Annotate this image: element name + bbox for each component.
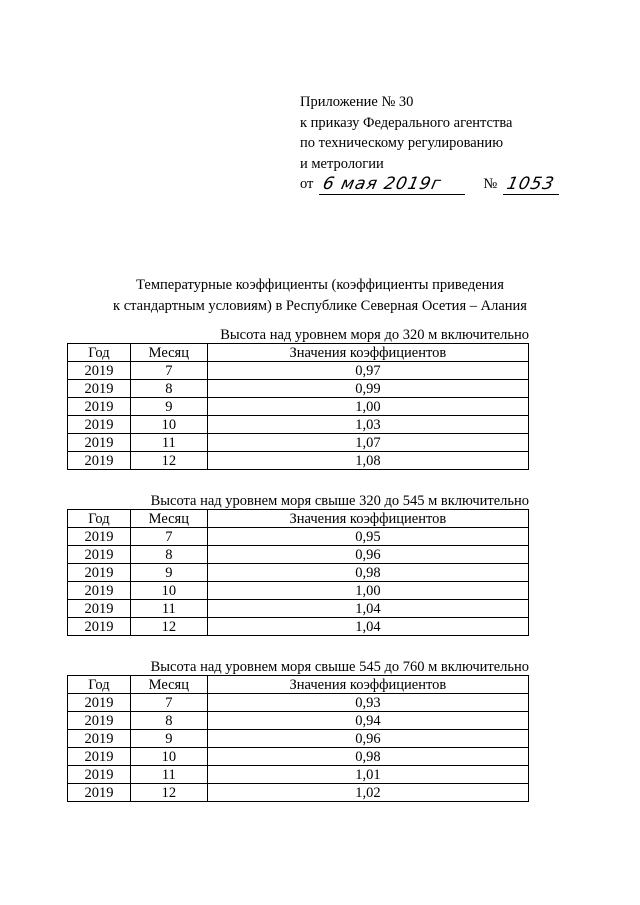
altitude-section-3 <box>67 659 529 802</box>
from-label: от <box>300 176 314 192</box>
cell-coefficient: 0,96 <box>207 730 528 748</box>
title-line-1: Температурные коэффициенты (коэффициенты приведения <box>136 277 504 293</box>
table-header-row <box>68 676 529 694</box>
cell-year: 2019 <box>68 748 131 766</box>
cell-month: 12 <box>130 784 207 802</box>
header-value: Значения коэффициентов <box>207 676 528 694</box>
cell-coefficient: 1,00 <box>207 398 528 416</box>
cell-year: 2019 <box>68 416 131 434</box>
annex-line-4: и метрологии <box>300 155 384 172</box>
header-year: Год <box>68 510 131 528</box>
altitude-section-1 <box>67 327 529 470</box>
cell-coefficient: 1,07 <box>207 434 528 452</box>
cell-month: 9 <box>130 398 207 416</box>
cell-year: 2019 <box>68 618 131 636</box>
cell-year: 2019 <box>68 452 131 470</box>
table-row <box>68 712 529 730</box>
order-date-number-line <box>300 174 559 195</box>
header-value: Значения коэффициентов <box>207 510 528 528</box>
cell-month: 8 <box>130 380 207 398</box>
table-row <box>68 362 529 380</box>
cell-month: 7 <box>130 528 207 546</box>
annex-line-1: Приложение № 30 <box>300 94 414 110</box>
cell-year: 2019 <box>68 546 131 564</box>
header-month: Месяц <box>130 344 207 362</box>
number-label: № <box>483 176 498 192</box>
cell-coefficient: 1,08 <box>207 452 528 470</box>
annex-line-2: к приказу Федерального агентства <box>300 114 513 131</box>
altitude-section-2 <box>67 493 529 636</box>
table-row <box>68 600 529 618</box>
cell-month: 7 <box>130 362 207 380</box>
cell-month: 12 <box>130 452 207 470</box>
cell-year: 2019 <box>68 564 131 582</box>
table-row <box>68 528 529 546</box>
handwritten-date: 6 мая 2019г <box>321 174 444 194</box>
cell-year: 2019 <box>68 784 131 802</box>
table-row <box>68 784 529 802</box>
cell-year: 2019 <box>68 766 131 784</box>
table-row <box>68 564 529 582</box>
table-row <box>68 582 529 600</box>
cell-year: 2019 <box>68 362 131 380</box>
table-row <box>68 618 529 636</box>
order-number-field <box>503 176 559 195</box>
header-month: Месяц <box>130 676 207 694</box>
table-row <box>68 380 529 398</box>
table-header-row <box>68 510 529 528</box>
header-year: Год <box>68 676 131 694</box>
order-date-field <box>319 176 465 195</box>
table-row <box>68 434 529 452</box>
cell-coefficient: 0,98 <box>207 748 528 766</box>
table-header-row <box>68 344 529 362</box>
cell-month: 10 <box>130 416 207 434</box>
header-value: Значения коэффициентов <box>207 344 528 362</box>
cell-year: 2019 <box>68 730 131 748</box>
cell-month: 11 <box>130 600 207 618</box>
annex-line-3: по техническому регулированию <box>300 135 504 151</box>
coefficients-table <box>67 343 529 470</box>
cell-coefficient: 1,03 <box>207 416 528 434</box>
cell-year: 2019 <box>68 380 131 398</box>
cell-month: 10 <box>130 582 207 600</box>
cell-coefficient: 0,97 <box>207 362 528 380</box>
cell-coefficient: 0,93 <box>207 694 528 712</box>
cell-coefficient: 1,04 <box>207 600 528 618</box>
handwritten-number: 1053 <box>505 174 557 194</box>
table-row <box>68 748 529 766</box>
cell-month: 12 <box>130 618 207 636</box>
cell-coefficient: 0,98 <box>207 564 528 582</box>
table-row <box>68 694 529 712</box>
cell-coefficient: 0,96 <box>207 546 528 564</box>
table-caption: Высота над уровнем моря свыше 545 до 760 м включительно <box>150 659 529 675</box>
cell-coefficient: 1,01 <box>207 766 528 784</box>
document-title <box>0 275 640 316</box>
cell-year: 2019 <box>68 600 131 618</box>
cell-month: 11 <box>130 766 207 784</box>
cell-month: 11 <box>130 434 207 452</box>
table-row <box>68 730 529 748</box>
cell-month: 8 <box>130 546 207 564</box>
table-caption: Высота над уровнем моря до 320 м включительно <box>220 327 529 343</box>
coefficients-table <box>67 509 529 636</box>
table-row <box>68 546 529 564</box>
cell-month: 10 <box>130 748 207 766</box>
cell-year: 2019 <box>68 694 131 712</box>
table-row <box>68 452 529 470</box>
table-row <box>68 398 529 416</box>
cell-month: 7 <box>130 694 207 712</box>
annex-block <box>300 92 559 195</box>
header-year: Год <box>68 344 131 362</box>
cell-coefficient: 0,99 <box>207 380 528 398</box>
cell-year: 2019 <box>68 528 131 546</box>
cell-coefficient: 1,04 <box>207 618 528 636</box>
table-caption: Высота над уровнем моря свыше 320 до 545 м включительно <box>150 493 529 509</box>
table-row <box>68 766 529 784</box>
cell-coefficient: 1,00 <box>207 582 528 600</box>
coefficients-table <box>67 675 529 802</box>
title-line-2: к стандартным условиям) в Республике Северная Осетия – Алания <box>113 297 527 314</box>
cell-coefficient: 0,95 <box>207 528 528 546</box>
header-month: Месяц <box>130 510 207 528</box>
cell-month: 9 <box>130 730 207 748</box>
cell-year: 2019 <box>68 712 131 730</box>
cell-year: 2019 <box>68 582 131 600</box>
cell-year: 2019 <box>68 398 131 416</box>
cell-year: 2019 <box>68 434 131 452</box>
cell-coefficient: 0,94 <box>207 712 528 730</box>
cell-month: 8 <box>130 712 207 730</box>
cell-month: 9 <box>130 564 207 582</box>
table-row <box>68 416 529 434</box>
cell-coefficient: 1,02 <box>207 784 528 802</box>
